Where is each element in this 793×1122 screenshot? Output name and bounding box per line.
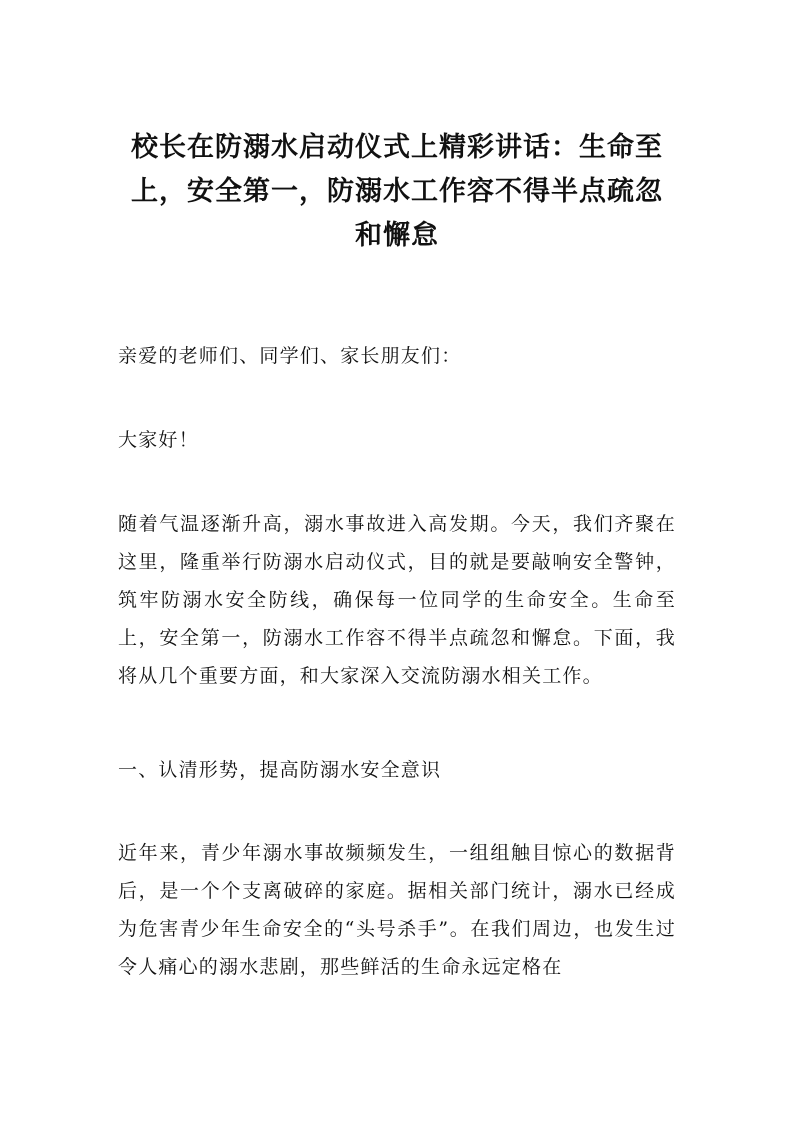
intro-paragraph: 随着气温逐渐升高，溺水事故进入高发期。今天，我们齐聚在这里，隆重举行防溺水启动仪式，目的就是要敲响安全警钟，筑牢防溺水安全防线，确保每一位同学的生命安全。生命至上，安全第一，防溺水工作容不得半点疏忽和懈怠。下面，我将从几个重要方面，和大家深入交流防溺水相关工作。 [118,513,676,687]
salutation: 亲爱的老师们、同学们、家长朋友们： [118,345,462,367]
section-1-paragraph: 近年来，青少年溺水事故频频发生，一组组触目惊心的数据背后，是一个个支离破碎的家庭。据相关部门统计，溺水已经成为危害青少年生命安全的“头号杀手”。在我们周边，也发生过令人痛心的溺水悲剧，那些鲜活的生命永远定格在 [118,842,676,978]
document-title: 校长在防溺水启动仪式上精彩讲话：生命至上，安全第一，防溺水工作容不得半点疏忽和懈怠 [131,132,663,251]
greeting: 大家好！ [118,429,199,451]
section-heading-1: 一、认清形势，提高防溺水安全意识 [118,759,442,781]
